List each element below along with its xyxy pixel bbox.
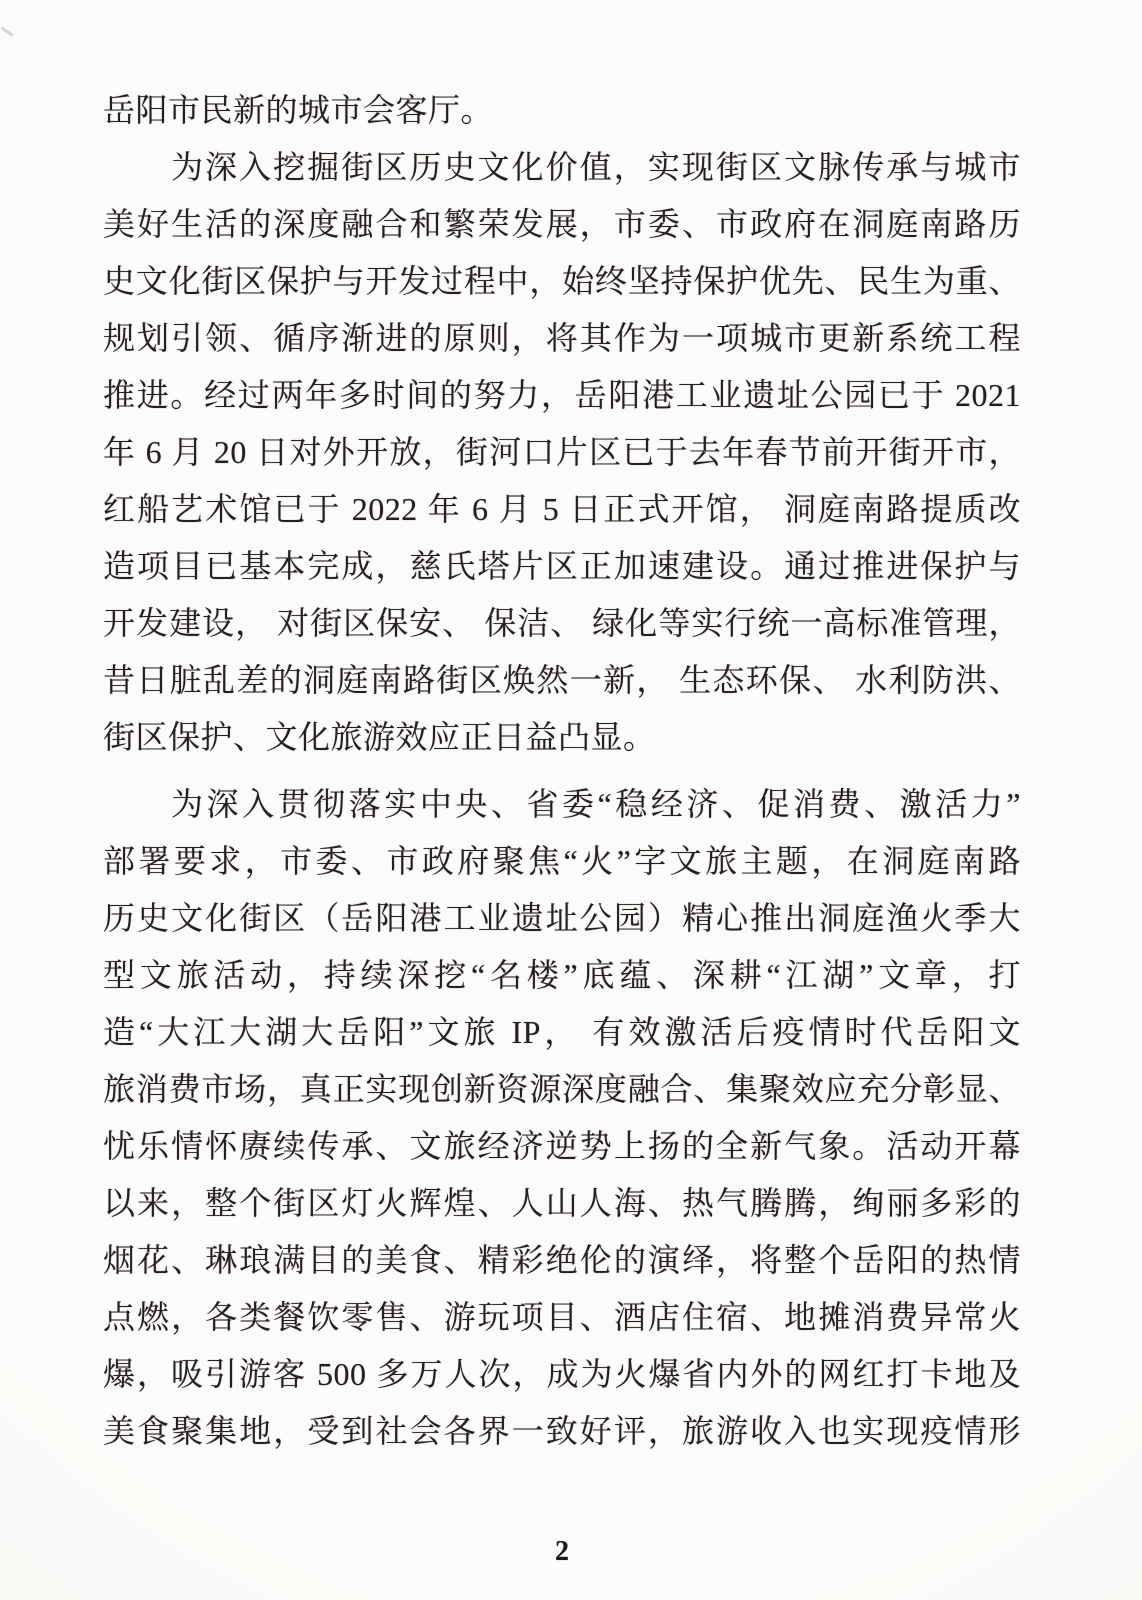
text-line: 推进。经过两年多时间的努力，岳阳港工业遗址公园已于 2021 (103, 377, 1021, 413)
text-line: 年 6 月 20 日对外开放，街河口片区已于去年春节前开街开市， (103, 434, 1021, 470)
text-line: 开发建设， 对街区保安、 保洁、 绿化等实行统一高标准管理， (103, 605, 1021, 641)
text-line: 造“大江大湖大岳阳”文旅 IP， 有效激活后疫情时代岳阳文 (103, 1014, 1021, 1050)
scan-artifact (0, 26, 13, 36)
text-line: 为深入贯彻落实中央、省委“稳经济、促消费、激活力” (171, 786, 1021, 822)
text-line: 昔日脏乱差的洞庭南路街区焕然一新， 生态环保、 水利防洪、 (103, 662, 1021, 698)
document-body (103, 82, 1021, 1460)
text-line: 部署要求，市委、市政府聚焦“火”字文旅主题，在洞庭南路 (103, 843, 1021, 879)
text-line: 烟花、琳琅满目的美食、精彩绝伦的演绎，将整个岳阳的热情 (103, 1242, 1021, 1278)
text-line: 历史文化街区（岳阳港工业遗址公园）精心推出洞庭渔火季大 (103, 900, 1021, 936)
text-line: 造项目已基本完成，慈氏塔片区正加速建设。通过推进保护与 (103, 548, 1021, 584)
text-line: 红船艺术馆已于 2022 年 6 月 5 日正式开馆， 洞庭南路提质改 (103, 491, 1021, 527)
text-line: 为深入挖掘街区历史文化价值，实现街区文脉传承与城市 (171, 149, 1021, 185)
text-line: 岳阳市民新的城市会客厅。 (103, 92, 494, 128)
text-line: 旅消费市场，真正实现创新资源深度融合、集聚效应充分彰显、 (103, 1071, 1021, 1107)
text-line: 史文化街区保护与开发过程中，始终坚持保护优先、民生为重、 (103, 263, 1021, 299)
text-line: 忧乐情怀赓续传承、文旅经济逆势上扬的全新气象。活动开幕 (103, 1128, 1021, 1164)
text-line: 爆，吸引游客 500 多万人次，成为火爆省内外的网红打卡地及 (103, 1356, 1021, 1392)
page-number: 2 (555, 1536, 569, 1567)
text-line: 规划引领、循序渐进的原则，将其作为一项城市更新系统工程 (103, 320, 1021, 356)
text-line: 以来，整个街区灯火辉煌、人山人海、热气腾腾，绚丽多彩的 (103, 1185, 1021, 1221)
text-line: 型文旅活动，持续深挖“名楼”底蕴、深耕“江湖”文章，打 (103, 957, 1021, 993)
text-line: 点燃，各类餐饮零售、游玩项目、酒店住宿、地摊消费异常火 (103, 1299, 1021, 1335)
text-line: 街区保护、文化旅游效应正日益凸显。 (103, 719, 656, 755)
text-line: 美好生活的深度融合和繁荣发展，市委、市政府在洞庭南路历 (103, 206, 1021, 242)
text-line: 美食聚集地，受到社会各界一致好评，旅游收入也实现疫情形 (103, 1413, 1021, 1449)
